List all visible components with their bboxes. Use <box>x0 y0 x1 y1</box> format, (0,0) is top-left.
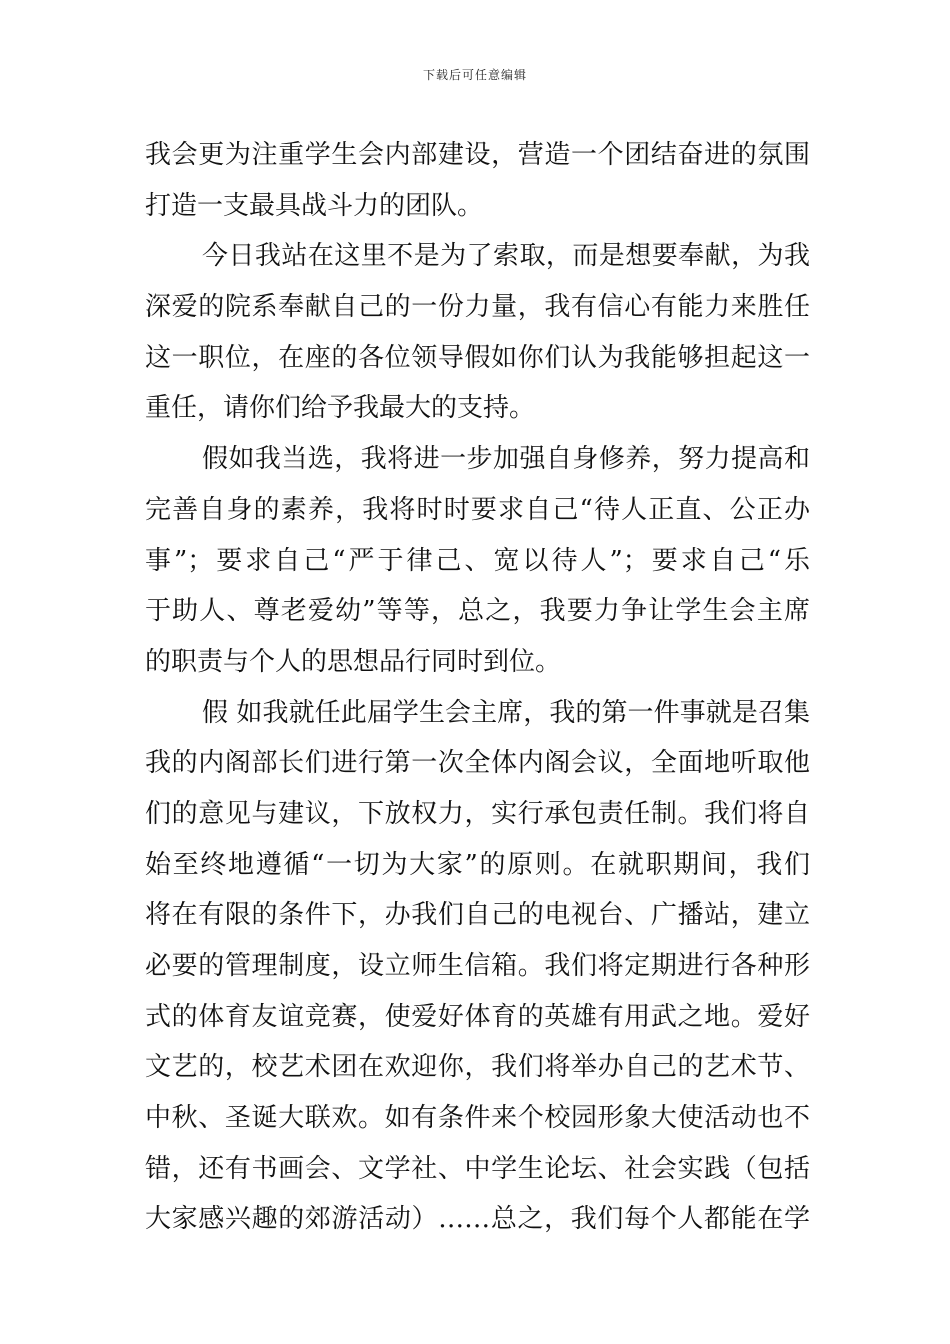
text-line: 这一职位，在座的各位领导假如你们认为我能够担起这一 <box>145 342 810 373</box>
text-line: 错，还有书画会、文学社、中学生论坛、社会实践（包括 <box>145 1153 810 1184</box>
text-line: 文艺的，校艺术团在欢迎你，我们将举办自己的艺术节、 <box>145 1052 810 1083</box>
page-header-note: 下载后可任意编辑 <box>422 68 527 82</box>
text-line: 事”；要求自己“严于律己、宽以待人”；要求自己“乐 <box>145 545 810 576</box>
paragraph <box>145 434 810 687</box>
text-line: 必要的管理制度，设立师生信箱。我们将定期进行各种形 <box>145 951 810 981</box>
text-line: 们的意见与建议，下放权力，实行承包责任制。我们将自 <box>145 798 810 829</box>
text-line: 打造一支最具战斗力的团队。 <box>145 190 484 221</box>
text-line: 我会更为注重学生会内部建设，营造一个团结奋进的氛围 <box>145 140 810 170</box>
text-line: 深爱的院系奉献自己的一份力量，我有信心有能力来胜任 <box>145 292 810 323</box>
text-line: 重任，请你们给予我最大的支持。 <box>145 393 536 424</box>
text-line: 假如我当选，我将进一步加强自身修养，努力提高和 <box>202 444 810 475</box>
text-line: 今日我站在这里不是为了索取，而是想要奉献，为我 <box>202 241 810 272</box>
text-line: 中秋、圣诞大联欢。如有条件来个校园形象大使活动也不 <box>145 1103 810 1134</box>
text-line: 大家感兴趣的郊游活动）……总之，我们每个人都能在学 <box>145 1204 810 1235</box>
document-body <box>145 130 810 1245</box>
text-line: 式的体育友谊竞赛，使爱好体育的英雄有用武之地。爱好 <box>145 1001 810 1032</box>
text-line: 将在有限的条件下，办我们自己的电视台、广播站，建立 <box>145 900 810 931</box>
text-line: 始至终地遵循“一切为大家”的原则。在就职期间，我们 <box>145 849 810 880</box>
text-line: 完善自身的素养，我将时时要求自己“待人正直、公正办 <box>145 494 810 525</box>
text-line: 假 如我就任此届学生会主席，我的第一件事就是召集 <box>202 697 810 728</box>
paragraph <box>145 130 810 231</box>
text-line: 的职责与个人的思想品行同时到位。 <box>145 646 562 677</box>
paragraph <box>145 231 810 434</box>
text-line: 于助人、尊老爱幼”等等，总之，我要力争让学生会主席 <box>145 596 810 627</box>
paragraph <box>145 688 810 1246</box>
text-line: 我的内阁部长们进行第一次全体内阁会议，全面地听取他 <box>145 748 810 779</box>
